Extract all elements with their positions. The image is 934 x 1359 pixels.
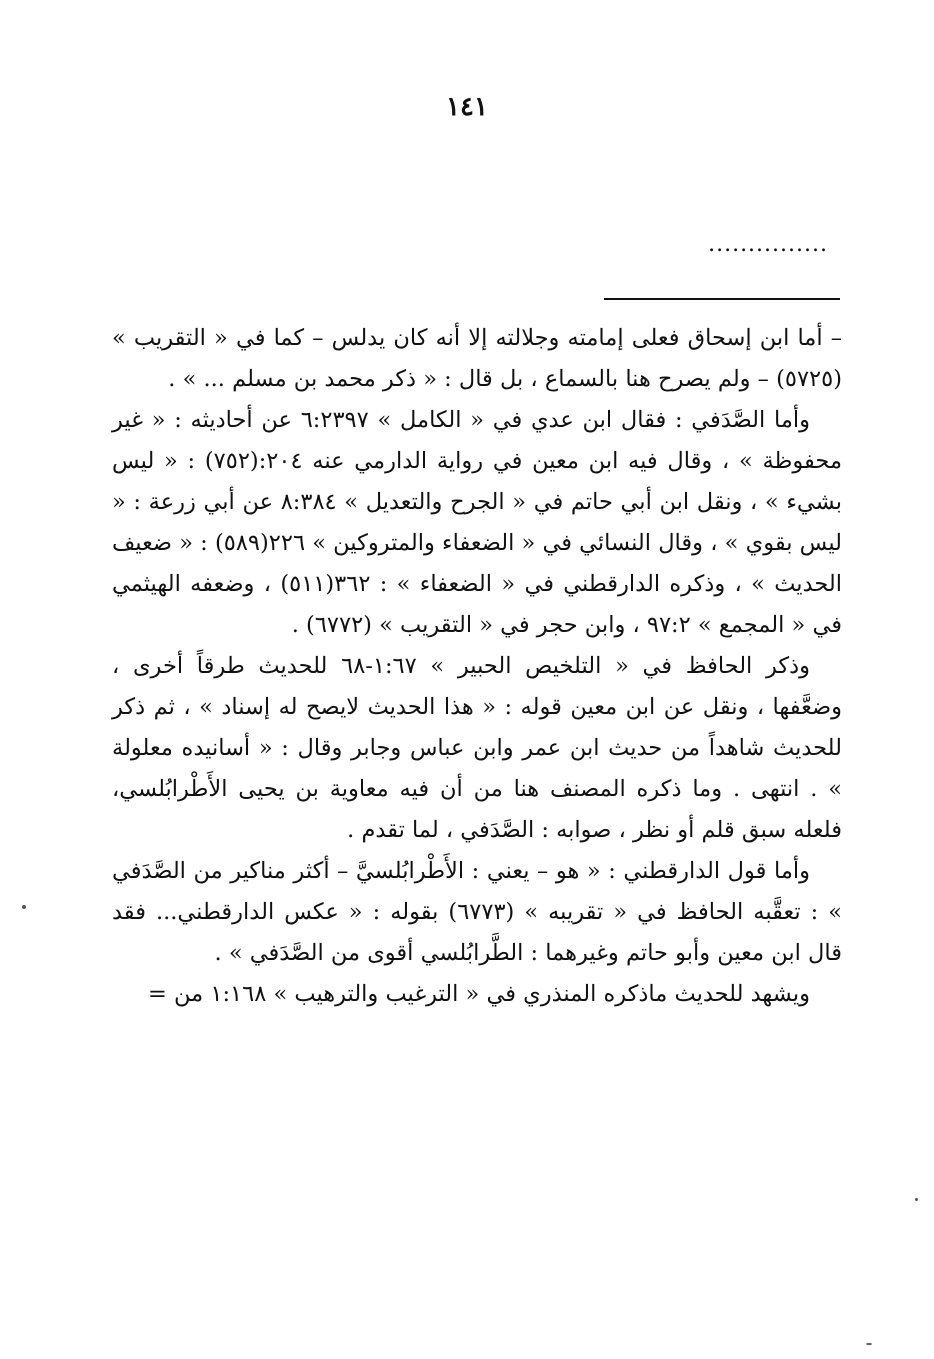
scan-speck [915,1198,918,1201]
separator-dots: ............... [708,232,828,257]
scan-speck [866,1343,872,1345]
paragraph-daraqutni: وأما قول الدارقطني : « هو – يعني : الأَطْرابُلسيَّ – أكثر مناكير من الصَّدَفي » : تعقَّبه الحافظ في « تقريبه » (٦٧٧٣) بقوله : « عكس الدارقطني... فقد قال ابن معين وأبو حاتم وغيرهما : الطَّرابُلسي أقوى من الصَّدَفي » . [112,858,843,966]
footnote-text [112,318,842,1015]
paragraph-ibn-ishaq: – أما ابن إسحاق فعلى إمامته وجلالته إلا أنه كان يدلس – كما في « التقريب » (٥٧٢٥) – ولم يصرح هنا بالسماع ، بل قال : « ذكر محمد بن مسلم ... » . [112,325,842,392]
footnote-rule [604,298,840,300]
paragraph-sadafi: وأما الصَّدَفي : فقال ابن عدي في « الكامل » ٦:٢٣٩٧ عن أحاديثه : « غير محفوظة » ، وقال فيه ابن معين في رواية الدارمي عنه ٢٠٤:(٧٥٢) : « ليس بشيء » ، ونقل ابن أبي حاتم في « الجرح والتعديل » ٨:٣٨٤ عن أبي زرعة : « ليس بقوي » ، وقال النسائي في « الضعفاء والمتروكين » ٢٢٦(٥٨٩) : « ضعيف الحديث » ، وذكره الدارقطني في « الضعفاء » : ٣٦٢(٥١١) ، وضعفه الهيثمي في « المجمع » ٩٧:٢ ، وابن حجر في « التقريب » (٦٧٧٢) . [112,407,842,638]
scan-speck [22,905,26,909]
paragraph-mundhiri: ويشهد للحديث ماذكره المنذري في « الترغيب والترهيب » ١:١٦٨ من = [148,981,810,1007]
paragraph-hafiz: وذكر الحافظ في « التلخيص الحبير » ١:٦٧-٦٨ للحديث طرقاً أخرى ، وضعَّفها ، ونقل عن ابن معين قوله : « هذا الحديث لايصح له إسناد » ، ثم ذكر للحديث شاهداً من حديث ابن عمر وابن عباس وجابر وقال : « أسانيده معلولة » . انتهى . وما ذكره المصنف هنا من أن فيه معاوية بن يحيى الأَطْرابُلسي، فلعله سبق قلم أو نظر ، صوابه : الصَّدَفي ، لما تقدم . [112,653,842,843]
page-number: ١٤١ [446,92,488,122]
